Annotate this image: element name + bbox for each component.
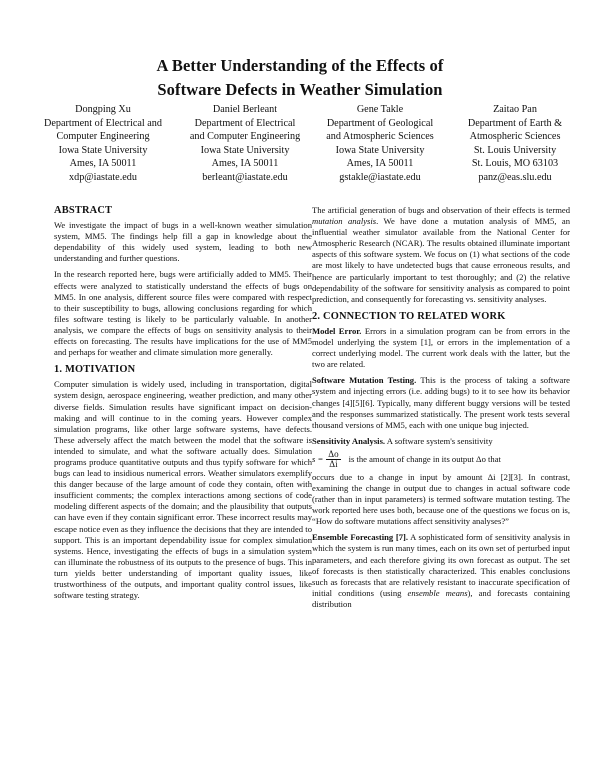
text-run: A sophisticated form of sensitivity analysis in which the system is run many times, each on its own set of perturbed input parameters, and each therefore giving its own forecast as output. The set of forecasts is then statistically characterized. This enables conclusions such as forecasts that are relatively resistant to inaccurate specification of initial conditions (using [312,532,570,598]
author-affiliation: Iowa State University [200,144,290,156]
author-block [305,103,455,185]
ensemble-forecasting-paragraph [312,532,570,610]
run-in-heading: Model Error. [312,325,362,336]
sensitivity-equation [312,450,570,469]
citation: [7]. [393,532,409,543]
author-affiliation: Computer Engineering [56,131,150,143]
author-address: St. Louis, MO 63103 [471,158,559,170]
author-address: Ames, IA 50011 [211,158,279,170]
author-block [440,103,590,185]
author-block [170,103,320,185]
text-run: This is the process of taking a software system and injecting errors (i.e. adding bugs) to it to see how its behavior changes [4][5][6]. Typically, many different buggy versions will be tested and the responses summarized statistically. The present work tests several thousand versions of MM5, each with one unique bug injected. [312,375,571,430]
abstract-paragraph: In the research reported here, bugs were artificially added to MM5. Their effects were analyzed to statistically understand the effects of bugs on MM5. In one analysis, different source files were compared with respect to their susceptibility to bugs, allowing conclusions regarding for which files software testing is likely to be particularly valuable. In another analysis, we compare the effects of bugs on sensitivity analysis to their effects on forecasting. The results have implications for the use of MM5 and perhaps for weather and climate simulation more generally. [54,269,312,358]
author-email: panz@eas.slu.edu [478,171,552,183]
author-affiliation: Atmospheric Sciences [469,131,561,143]
author-address: Ames, IA 50011 [69,158,137,170]
text-run: A software system's sensitivity [385,435,493,446]
author-affiliation: Department of Geological [326,117,434,129]
intro-continuation-paragraph [312,205,570,305]
author-email: berleant@iastate.edu [202,171,288,183]
equation-numerator: Δo [328,448,339,459]
motivation-heading: 1. MOTIVATION [54,364,136,376]
abstract-paragraph: We investigate the impact of bugs in a well-known weather simulation system, MM5. The findings help fill a gap in knowledge about the dependability of this widely used system, leading to both new understanding and further questions. [54,220,312,264]
author-affiliation: Iowa State University [335,144,425,156]
author-affiliation: St. Louis University [473,144,557,156]
motivation-paragraph: Computer simulation is widely used, including in transportation, digital system design, aerospace engineering, weather prediction, and many other diverse fields. Simulation results have significant impact on decision-making and will continue to in the coming years. However complex simulation programs, like other large software systems, have defects. These adversely affect the match between the model that the software is intended to simulate, and what the software actually does. Simulation programs produce quantitative outputs and thus typify software for which bugs can lead to insidious numerical errors. Weather simulators exemplify this danger because of the large amount of code they contain, often with insufficient comments; the complex interactions among sections of code modeling different aspects of the domain; and the plausibility that outputs can have even if they contain significant error. These incorrect results may escape notice even as they influence the decisions that they are intended to support. This is an important dependability issue for complex simulation systems. Hence, investigating the effects of bugs in a simulation system can illuminate the robustness of its outputs to the presence of bugs. This in turn yields better understanding of important quality issues, like trustworthiness of the outputs, and important quality control issues, like software testing strategy. [54,379,312,601]
author-address: Ames, IA 50011 [346,158,414,170]
text-run: The artificial generation of bugs and observation of their effects is termed [312,205,570,215]
paper-title-line-1: A Better Understanding of the Effects of [156,56,444,75]
sensitivity-analysis-paragraph [312,436,570,528]
text-run: Errors in a simulation program can be from errors in the model underlying the system [1], or errors in the implementation of a correct underlying model. The current work deals with the latter, but the two are related. [312,325,570,370]
author-name: Gene Takle [356,104,404,115]
equation-fraction [326,450,340,469]
text-run: occurs due to a change in input by amount Δi [2][3]. In contrast, examining the change in output due to changes in actual software code (rather than in input parameters) is termed software mutation testing. The work reported here uses both, because one of the questions we focus on is, “How do software mutations affect sensitivity analyses?” [312,471,570,527]
abstract-heading: ABSTRACT [54,205,113,216]
author-affiliation: and Computer Engineering [189,131,301,143]
related-work-heading: 2. CONNECTION TO RELATED WORK [312,310,506,322]
equation-lhs: s = [312,453,324,464]
author-block [28,103,178,185]
left-column [54,205,312,606]
author-affiliation: Department of Electrical [194,117,296,129]
term-ensemble-means: ensemble means [407,587,468,598]
run-in-heading: Sensitivity Analysis. [312,435,386,446]
equation-denominator: Δi [329,458,338,469]
author-email: gstakle@iastate.edu [339,171,421,183]
author-name: Daniel Berleant [212,104,278,115]
mutation-testing-paragraph [312,375,570,430]
author-affiliation: and Atmospheric Sciences [326,131,434,143]
term-mutation-analysis: mutation analysis [312,216,377,227]
model-error-paragraph [312,326,570,370]
right-column [312,205,570,615]
paper-title-line-2: Software Defects in Weather Simulation [157,80,443,99]
author-affiliation: Iowa State University [58,144,148,156]
text-run: . We have done a mutation analysis of MM5, an influential weather simulator available from the National Center for Atmospheric Research (NCAR). The results obtained illuminate important aspects of this software system. We focus on (1) what sections of the code are most likely to have undetected bugs that cause erroneous results, and hence are particularly important to test thoroughly; and (2) the relative dependability of the software for sensitivity analysis as compared to point prediction, and consequently for forecasting vs. sensitivity analyses. [312,216,571,304]
author-email: xdp@iastate.edu [69,171,137,183]
author-affiliation: Department of Electrical and [44,117,162,129]
author-affiliation: Department of Earth & [467,117,563,129]
run-in-heading: Ensemble Forecasting [312,532,394,543]
text-run: ), and forecasts containing distribution [312,587,570,609]
text-run: is the amount of change in its output Δo that [348,453,501,464]
author-name: Zaitao Pan [493,104,537,115]
run-in-heading: Software Mutation Testing. [312,375,417,386]
author-name: Dongping Xu [75,104,131,115]
